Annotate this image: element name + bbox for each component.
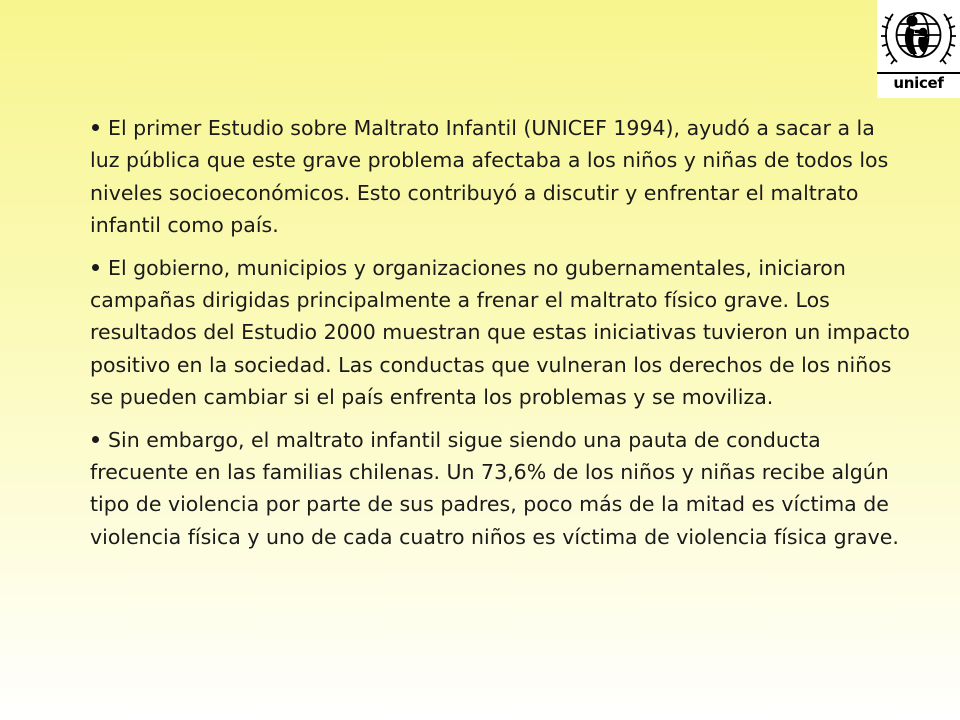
unicef-logo — [877, 0, 960, 98]
bullet-dot-icon — [92, 264, 99, 271]
bullet-dot-icon — [92, 124, 99, 131]
paragraph-1 — [90, 112, 910, 242]
slide-body — [90, 112, 910, 563]
paragraph-text: Sin embargo, el maltrato infantil sigue siendo una pauta de conducta frecuente en las familias chilenas. Un 73,6% de los niños y niñas recibe algún tipo de violencia por parte de sus padres, poco más de la mitad es víctima de violencia física y uno de cada cuatro niños es víctima de violencia física grave. — [90, 427, 899, 549]
unicef-emblem-icon — [879, 2, 958, 72]
paragraph-2 — [90, 252, 910, 414]
logo-wordmark: unicef — [893, 74, 944, 92]
paragraph-3 — [90, 424, 910, 554]
paragraph-text: El primer Estudio sobre Maltrato Infantil (UNICEF 1994), ayudó a sacar a la luz pública que este grave problema afectaba a los niños y niñas de todos los niveles socioeconómicos. Esto contribuyó a discutir y enfrentar el maltrato infantil como país. — [90, 116, 889, 238]
bullet-dot-icon — [92, 436, 99, 443]
paragraph-text: El gobierno, municipios y organizaciones no gubernamentales, iniciaron campañas dirigidas principalmente a frenar el maltrato físico grave. Los resultados del Estudio 2000 muestran que estas iniciativas tuvieron un impacto positivo en la sociedad. Las conductas que vulneran los derechos de los niños se pueden cambiar si el país enfrenta los problemas y se moviliza. — [90, 255, 910, 410]
